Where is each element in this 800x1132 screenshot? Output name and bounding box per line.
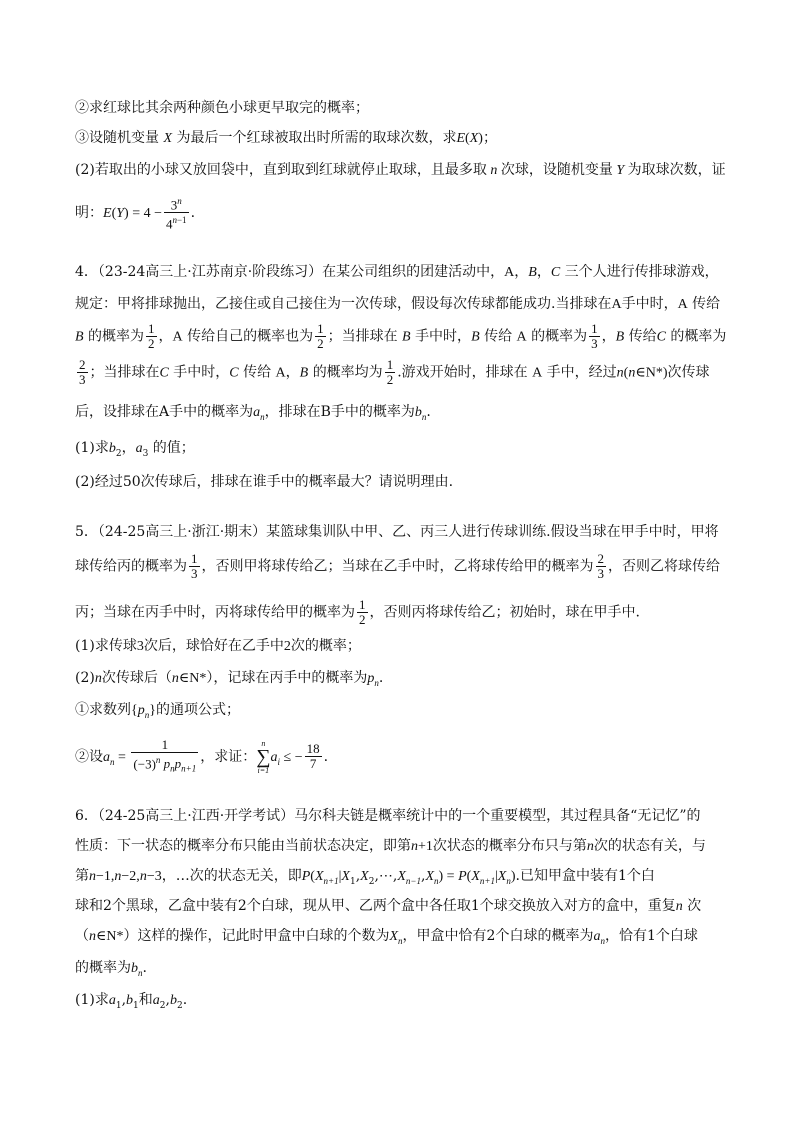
text: ，求证： bbox=[200, 748, 257, 765]
text: ，否则乙将球传给 bbox=[608, 558, 720, 575]
text: 次球，设随机变量 bbox=[500, 162, 613, 178]
text: 和 bbox=[138, 992, 153, 1008]
text: 传给 bbox=[628, 328, 657, 345]
text: （ bbox=[75, 928, 89, 944]
q5-line-5: (2)n次传球后（n∈N*），记球在丙手中的概率为$p_n$. bbox=[75, 670, 384, 688]
q6-line-6: 的概率为$b_n$. bbox=[75, 960, 147, 978]
text: 的概率为 bbox=[670, 328, 727, 345]
text: (1)求 bbox=[75, 992, 109, 1008]
text: ），记球在丙手中的概率为 bbox=[206, 670, 368, 686]
text: 5．（24-25高三上·浙江·期末）某篮球集训队中甲、乙、丙三人进行传球训练.假设当球在甲手中时，甲将 bbox=[75, 524, 719, 540]
q5-line-2: 球传给丙的概率为 $\frac{1}{3}$ ，否则甲将球传给乙；当球在乙手中时，乙将球传给甲的概率为 $\frac{2}{3}$ ，否则乙将球传给 bbox=[75, 551, 720, 581]
text: ①求数列 bbox=[75, 702, 131, 718]
text: 手中时， bbox=[415, 328, 472, 345]
text: 传给 bbox=[243, 364, 272, 381]
text: ，否则丙将球传给乙；初始时，球在甲手中. bbox=[369, 604, 640, 621]
text: 次传球 bbox=[667, 364, 710, 381]
q4-line-7 bbox=[75, 472, 730, 492]
text: .游戏开始时，排球在 bbox=[397, 364, 528, 381]
text: 次状态的概率分布只与第 bbox=[432, 838, 587, 854]
text: 后，设排球在A手中的概率为 bbox=[75, 404, 254, 420]
text: ②设 bbox=[75, 748, 103, 765]
text: ，恰有1个白球 bbox=[604, 928, 698, 944]
text: 传给自己的概率也为 bbox=[187, 328, 314, 345]
text: 手中，经过 bbox=[546, 364, 617, 381]
text: (1)求 bbox=[75, 440, 109, 456]
text: (2)经过50次传球后，排球在谁手中的概率最大？请说明理由. bbox=[75, 474, 454, 490]
q5-line-4: (1)求传球3次后，球恰好在乙手中2次的概率； bbox=[75, 638, 361, 654]
q5-line-1 bbox=[75, 522, 730, 542]
text: 次的状态有关，与 bbox=[593, 838, 706, 854]
q5-line-6: ①求数列$\{p_n\}$的通项公式； bbox=[75, 702, 240, 720]
text: (1)求传球 bbox=[75, 638, 137, 654]
text: 手中时， bbox=[173, 364, 230, 381]
text: 传给 bbox=[484, 328, 513, 345]
q6-line-4: 球和2个黑球，乙盒中装有2个白球，现从甲、乙两个盒中各任取1个球交换放入对方的盒中，重复n 次 bbox=[75, 898, 702, 914]
text: 为最后一个红球被取出时所需的取球次数，求 bbox=[176, 130, 457, 146]
text: 为取球次数，证 bbox=[627, 162, 726, 178]
q4-line-2: 规定：甲将排球抛出，乙接住或自己接住为一次传球，假设每次传球都能成功.当排球在A手中时，A 传给 bbox=[75, 296, 721, 312]
text: (2)若取出的小球又放回袋中，直到取到红球就停止取球，且最多取 bbox=[75, 162, 487, 178]
text: 次传球后（ bbox=[101, 670, 172, 686]
text: 6．（24-25高三上·江西·开学考试）马尔科夫链是概率统计中的一个重要模型，其过程具备“无记忆”的 bbox=[75, 808, 701, 824]
text: 第 bbox=[75, 868, 89, 884]
q6-line-7: (1)求$a_1,b_1$和$a_2,b_2$. bbox=[75, 992, 188, 1011]
text: 明： bbox=[75, 204, 103, 221]
p3-line-1 bbox=[75, 98, 730, 118]
text: 规定：甲将排球抛出，乙接住或自己接住为一次传球，假设每次传球都能成功.当排球在 bbox=[75, 296, 612, 312]
text: ；当排球在 bbox=[327, 328, 398, 345]
text: 手中时， bbox=[621, 296, 678, 312]
text: 丙；当球在丙手中时，丙将球传给甲的概率为 bbox=[75, 604, 355, 621]
text: 的值； bbox=[152, 440, 195, 456]
text: 的概率为 bbox=[531, 328, 588, 345]
text: 三个人进行传排球游戏， bbox=[564, 264, 719, 280]
p3-line-4: 明：E(Y) = 4 − $\frac{3^n}{4^{n-1}}$ . bbox=[75, 196, 196, 232]
text: ，…次的状态无关，即 bbox=[161, 868, 302, 884]
text: ）这样的操作，记此时甲盒中白球的个数为 bbox=[123, 928, 390, 944]
text: ，否则甲将球传给乙；当球在乙手中时，乙将球传给甲的概率为 bbox=[201, 558, 594, 575]
p3-line-3: (2)若取出的小球又放回袋中，直到取到红球就停止取球，且最多取 n 次球，设随机变量 Y 为取球次数，证 bbox=[75, 162, 726, 178]
text: 的概率为 bbox=[88, 328, 145, 345]
q5-line-7: ②设$a_n$ = $\frac{1}{(-3)^n p_np_{n+1}}$ ，求证： n ∑ i=1 $a_i$ ≤ − $\frac{18}{7}$ . bbox=[75, 737, 329, 775]
q6-line-3: 第n−1,n−2,n−3，…次的状态无关，即$P(X_{n+1}|X_1,X_2,\cdots,X_{n-1},X_n) = P(X_{n+1}|X_n)$.已知甲盒中装有1个白 bbox=[75, 868, 655, 887]
q4-line-6: (1)求$b_2$，$a_3$ 的值； bbox=[75, 440, 195, 459]
text: 次后，球恰好在乙手中 bbox=[143, 638, 284, 654]
text: 传给 bbox=[692, 296, 721, 312]
q4-line-3: B 的概率为 $\frac{1}{2}$ ，A 传给自己的概率也为 $\frac{1}{2}$ ；当排球在 B 手中时，B 传给 A 的概率为 $\frac{1}{3}$ ，B 传给C 的概率为 bbox=[75, 321, 727, 351]
text: 性质：下一状态的概率分布只能由当前状态决定，即第 bbox=[75, 838, 411, 854]
text: 球和2个黑球，乙盒中装有2个白球，现从甲、乙两个盒中各任取1个球交换放入对方的盒中，重复 bbox=[75, 898, 676, 914]
text: 的通项公式； bbox=[155, 702, 240, 718]
text: (2) bbox=[75, 670, 95, 686]
text: ，甲盒中恰有2个白球的概率为 bbox=[402, 928, 594, 944]
text: .已知甲盒中装有1个白 bbox=[515, 868, 655, 884]
q6-line-1 bbox=[75, 806, 730, 826]
p3-line-2: ③设随机变量 X 为最后一个红球被取出时所需的取球次数，求E(X)； bbox=[75, 130, 497, 146]
q6-line-5: （n∈N*）这样的操作，记此时甲盒中白球的个数为$X_n$，甲盒中恰有2个白球的概率为$a_n$，恰有1个白球 bbox=[75, 928, 698, 946]
q6-line-2: 性质：下一状态的概率分布只能由当前状态决定，即第n+1次状态的概率分布只与第n次的状态有关，与 bbox=[75, 838, 706, 854]
q5-line-3: 丙；当球在丙手中时，丙将球传给甲的概率为 $\frac{1}{2}$ ，否则丙将球传给乙；初始时，球在甲手中. bbox=[75, 597, 640, 627]
text: 次 bbox=[687, 898, 702, 914]
text: ；当排球在 bbox=[89, 364, 160, 381]
text: 的概率均为 bbox=[312, 364, 383, 381]
text: 4．（23-24高三上·江苏南京·阶段练习）在某公司组织的团建活动中， bbox=[75, 264, 505, 280]
text: ③设随机变量 bbox=[75, 130, 159, 146]
q4-line-4: $\frac{2}{3}$ ；当排球在C 手中时，C 传给 A，B 的概率均为 $\frac{1}{2}$ .游戏开始时，排球在 A 手中，经过n(n∈N*)次传球 bbox=[79, 357, 710, 387]
text: 球传给丙的概率为 bbox=[75, 558, 187, 575]
text: ，排球在B手中的概率为 bbox=[264, 404, 415, 420]
text: ②求红球比其余两种颜色小球更早取完的概率； bbox=[75, 100, 369, 116]
text: 次的概率； bbox=[290, 638, 361, 654]
q4-line-1: 4．（23-24高三上·江苏南京·阶段练习）在某公司组织的团建活动中，A，B，C 三个人进行传排球游戏， bbox=[75, 264, 719, 280]
text: 的概率为 bbox=[75, 960, 131, 976]
q4-line-5: 后，设排球在A手中的概率为$a_n$，排球在B手中的概率为$b_n$. bbox=[75, 404, 431, 422]
